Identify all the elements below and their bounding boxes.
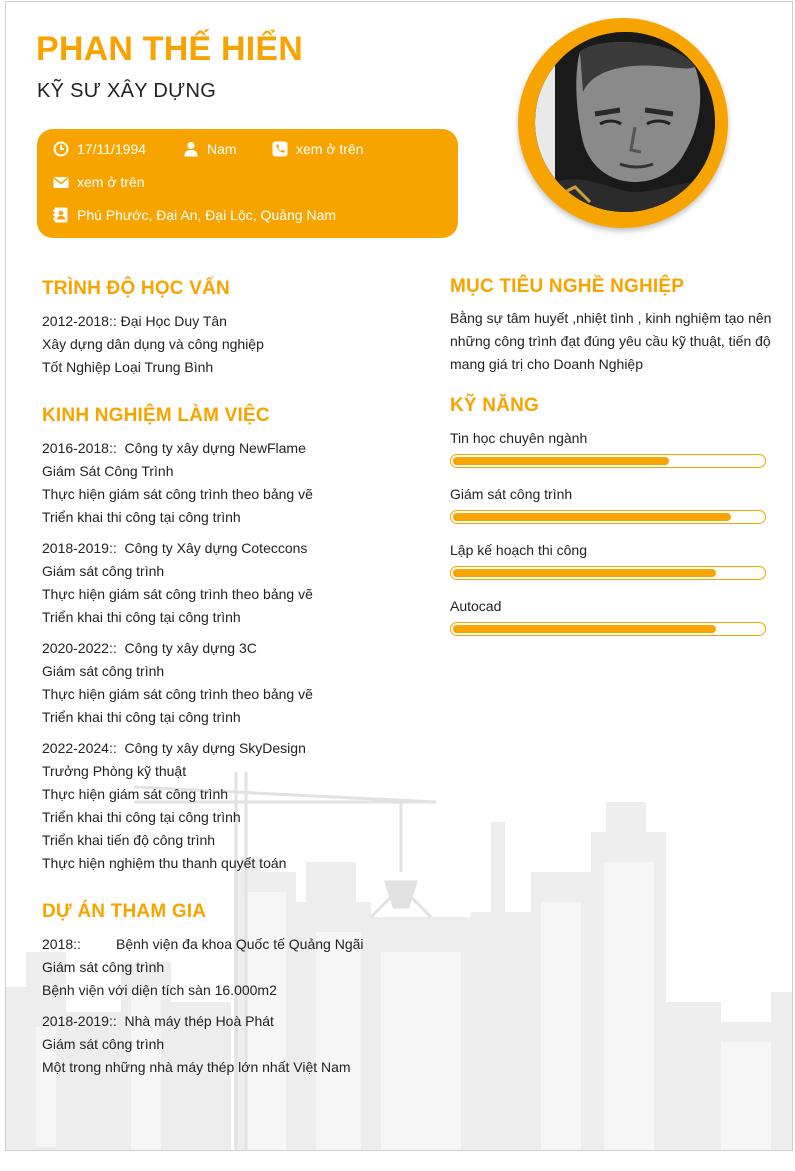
experience-period: 2020-2022:: [42, 640, 117, 656]
project-title-row [42, 1013, 274, 1029]
experience-title-row [42, 740, 306, 756]
skill-label: Lập kế hoạch thi công [450, 542, 587, 558]
skill-label: Tin học chuyên ngành [450, 430, 588, 446]
experience-line: Thực hiện giám sát công trình theo bảng vẽ [42, 686, 313, 702]
experience-line: Thực hiện giám sát công trình theo bảng vẽ [42, 586, 313, 602]
gender-row [183, 141, 237, 157]
email-text: xem ở trên [77, 174, 145, 190]
email-row [53, 174, 145, 190]
project-period: 2018:: [42, 936, 81, 952]
experience-line: Triển khai thi công tại công trình [42, 809, 241, 825]
experience-line: Thực hiện nghiệm thu thanh quyết toán [42, 855, 287, 871]
project-name: Bệnh viện đa khoa Quốc tế Quảng Ngãi [116, 936, 364, 952]
address-text: Phú Phước, Đại An, Đại Lộc, Quảng Nam [77, 207, 337, 223]
experience-company: Công ty xây dựng SkyDesign [124, 740, 306, 756]
experience-line: Triển khai thi công tại công trình [42, 509, 241, 525]
education-line: Tốt Nghiệp Loại Trung Bình [42, 359, 214, 375]
experience-period: 2016-2018:: [42, 440, 117, 456]
project-period: 2018-2019:: [42, 1013, 117, 1029]
project-line: Giám sát công trình [42, 1036, 165, 1052]
address-book-icon [53, 207, 69, 223]
skill-bar [450, 622, 766, 636]
experience-title-row [42, 540, 307, 556]
skill-fill [453, 569, 716, 577]
experience-line: Triển khai tiến độ công trình [42, 832, 216, 848]
experience-heading: KINH NGHIỆM LÀM VIỆC [42, 405, 270, 426]
project-line: Giám sát công trình [42, 959, 165, 975]
phone-text: xem ở trên [296, 141, 364, 157]
experience-line: Thực hiện giám sát công trình theo bảng vẽ [42, 486, 313, 502]
skill-bar [450, 454, 766, 468]
portrait-image [535, 32, 715, 212]
phone-row [272, 141, 364, 157]
skills-heading: KỸ NĂNG [450, 395, 540, 416]
phone-icon [272, 141, 288, 157]
skill-bar [450, 566, 766, 580]
experience-line: Giám sát công trình [42, 563, 165, 579]
experience-line: Triển khai thi công tại công trình [42, 609, 241, 625]
objective-heading: MỤC TIÊU NGHỀ NGHIỆP [450, 276, 685, 297]
experience-title-row [42, 440, 306, 456]
skill-label: Autocad [450, 598, 502, 614]
experience-period: 2022-2024:: [42, 740, 117, 756]
experience-company: Công ty Xây dựng Coteccons [124, 540, 308, 556]
experience-period: 2018-2019:: [42, 540, 117, 556]
user-icon [183, 141, 199, 157]
skill-fill [453, 625, 716, 633]
projects-heading: DỰ ÁN THAM GIA [42, 901, 207, 922]
experience-line: Trưởng Phòng kỹ thuật [42, 763, 187, 779]
profile-photo [535, 32, 715, 212]
education-line: Xây dựng dân dụng và công nghiệp [42, 336, 264, 352]
profile-photo-frame [518, 18, 728, 228]
birthday-row [53, 141, 146, 157]
candidate-name: PHAN THẾ HIỂN [36, 30, 304, 68]
clock-icon [53, 141, 69, 157]
mail-icon [53, 174, 69, 190]
address-row [53, 207, 336, 223]
contact-info-box [37, 129, 458, 238]
gender-text: Nam [207, 141, 237, 157]
experience-line: Giám sát công trình [42, 663, 165, 679]
experience-line: Thực hiện giám sát công trình [42, 786, 229, 802]
project-line: Bệnh viện với diện tích sàn 16.000m2 [42, 982, 277, 998]
experience-title-row [42, 640, 257, 656]
skill-fill [453, 513, 731, 521]
project-name: Nhà máy thép Hoà Phát [124, 1013, 274, 1029]
skill-fill [453, 457, 669, 465]
skill-bar [450, 510, 766, 524]
experience-line: Giám Sát Công Trình [42, 463, 174, 479]
education-heading: TRÌNH ĐỘ HỌC VẤN [42, 278, 230, 299]
experience-company: Công ty xây dựng 3C [124, 640, 257, 656]
experience-company: Công ty xây dựng NewFlame [124, 440, 306, 456]
education-line: 2012-2018:: Đại Học Duy Tân [42, 313, 227, 329]
objective-text: Bằng sự tâm huyết ,nhiệt tình , kinh nghiệm tạo nên những công trình đạt đúng yêu cầu kỹ thuật, tiến độ mang giá trị cho Doanh Nghiệp [450, 310, 772, 372]
skill-label: Giám sát công trình [450, 486, 573, 502]
cv-page [5, 1, 793, 1151]
project-line: Một trong những nhà máy thép lớn nhất Việt Nam [42, 1059, 351, 1075]
birthday-text: 17/11/1994 [77, 141, 147, 157]
job-title: KỸ SƯ XÂY DỰNG [37, 80, 217, 102]
experience-line: Triển khai thi công tại công trình [42, 709, 241, 725]
